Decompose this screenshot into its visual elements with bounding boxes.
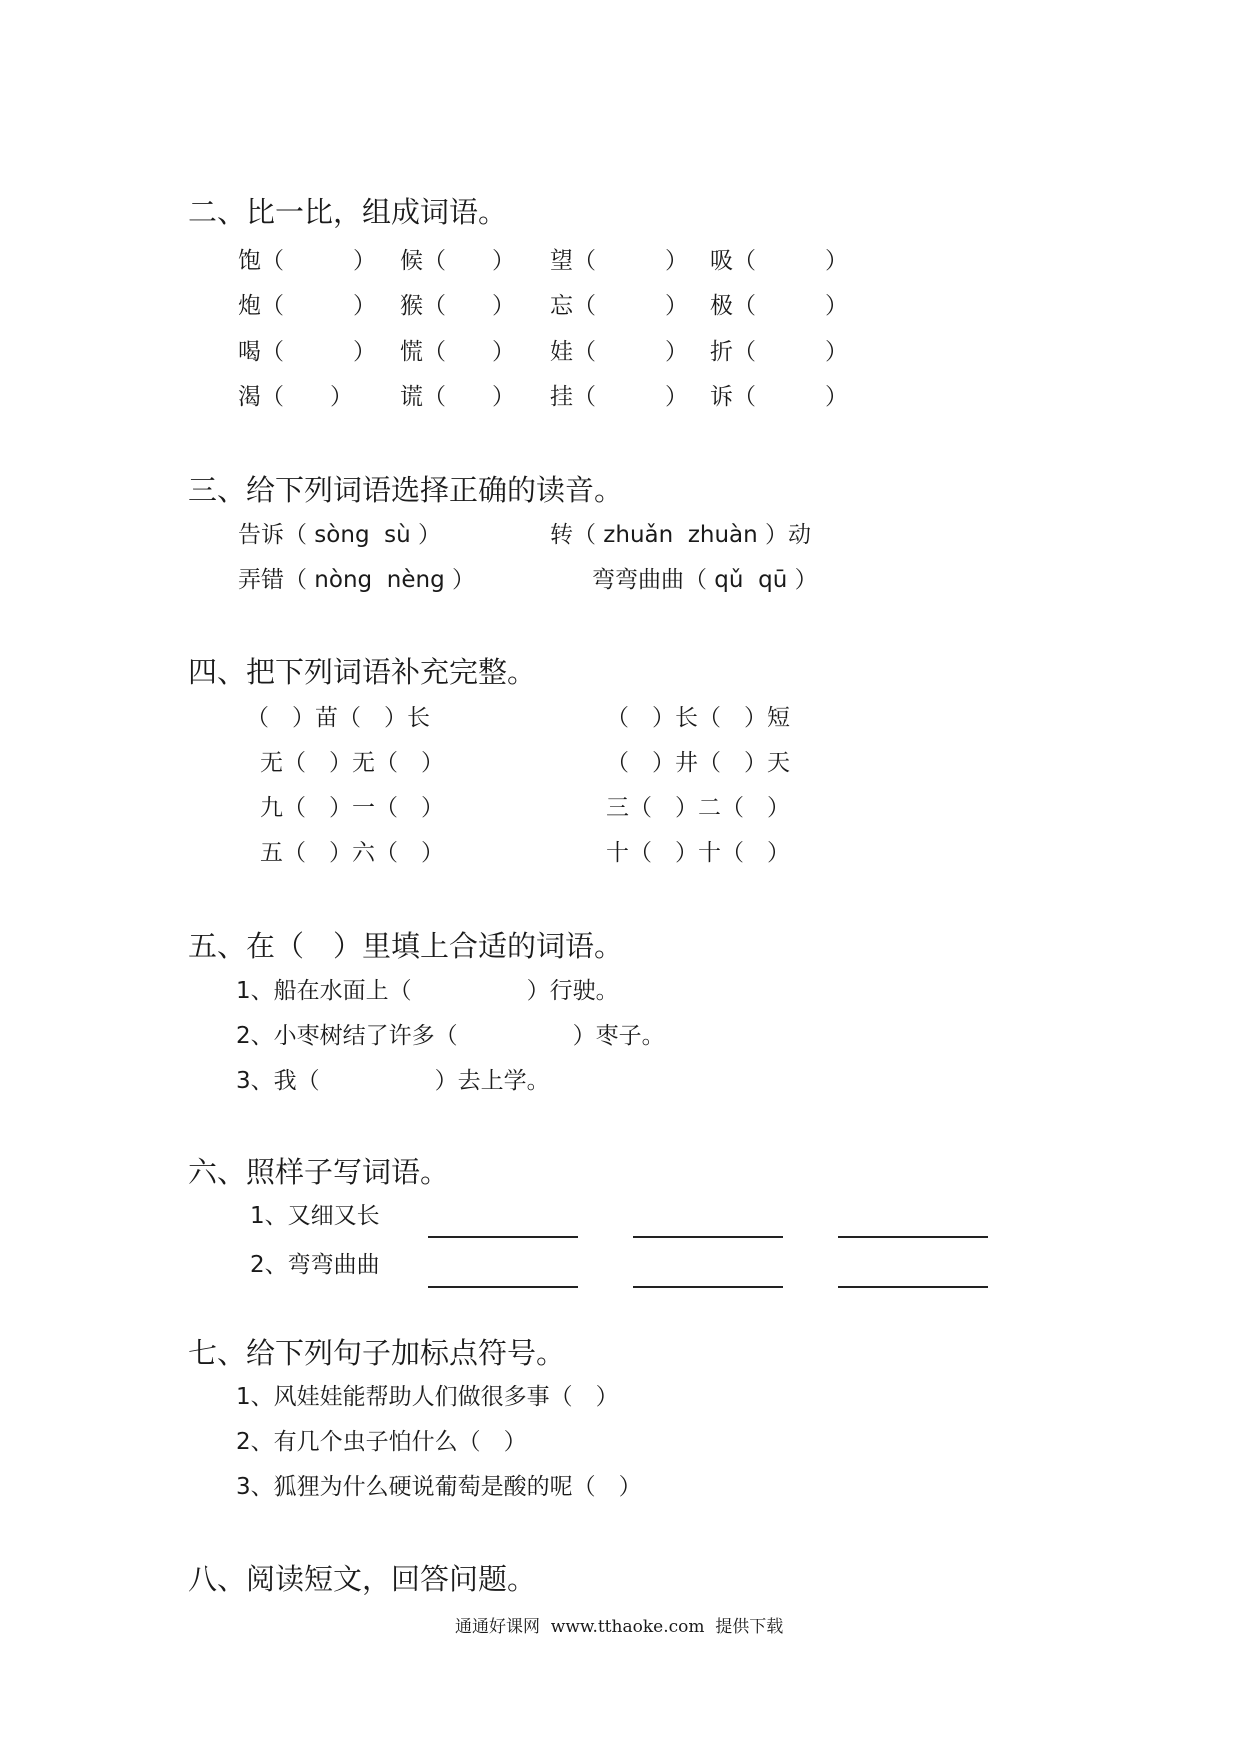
word-item: 喝（ ） xyxy=(238,339,376,365)
fill-sentence: 3、我（ ）去上学。 xyxy=(236,1068,550,1094)
idiom-item: 三（ ）二（ ） xyxy=(606,795,790,821)
section-2-title: 二、比一比，组成词语。 xyxy=(188,195,508,229)
section-6-title: 六、照样子写词语。 xyxy=(188,1155,450,1189)
word-item: 折（ ） xyxy=(710,339,848,365)
word-item: 极（ ） xyxy=(710,293,848,319)
section-3-title: 三、给下列词语选择正确的读音。 xyxy=(188,473,624,507)
section-5-title: 五、在（ ）里填上合适的词语。 xyxy=(188,929,624,963)
word-item: 挂（ ） xyxy=(550,384,688,410)
punctuation-sentence: 2、有几个虫子怕什么（ ） xyxy=(236,1429,527,1455)
word-item: 忘（ ） xyxy=(550,293,688,319)
section-4-title: 四、把下列词语补充完整。 xyxy=(188,655,537,689)
punctuation-sentence: 1、风娃娃能帮助人们做很多事（ ） xyxy=(236,1384,619,1410)
idiom-item: 无（ ）无（ ） xyxy=(260,750,444,776)
word-item: 望（ ） xyxy=(550,248,688,274)
fill-sentence: 2、小枣树结了许多（ ）枣子。 xyxy=(236,1023,665,1049)
answer-line[interactable] xyxy=(633,1236,783,1238)
word-item: 候（ ） xyxy=(400,248,515,274)
example-word: 2、弯弯曲曲 xyxy=(250,1252,380,1278)
answer-line[interactable] xyxy=(838,1236,988,1238)
fill-sentence: 1、船在水面上（ ）行驶。 xyxy=(236,978,619,1004)
idiom-item: 九（ ）一（ ） xyxy=(260,795,444,821)
section-7-title: 七、给下列句子加标点符号。 xyxy=(188,1336,566,1370)
pinyin-item: 告诉（ sòng sù ） xyxy=(238,522,442,548)
idiom-item: 五（ ）六（ ） xyxy=(260,840,444,866)
answer-line[interactable] xyxy=(428,1236,578,1238)
word-item: 娃（ ） xyxy=(550,339,688,365)
idiom-item: （ ）井（ ）天 xyxy=(606,750,790,776)
answer-line[interactable] xyxy=(633,1286,783,1288)
idiom-item: 十（ ）十（ ） xyxy=(606,840,790,866)
pinyin-item: 转（ zhuǎn zhuàn ）动 xyxy=(550,522,812,548)
pinyin-item: 弯弯曲曲（ qǔ qū ） xyxy=(592,567,818,593)
idiom-item: （ ）苗（ ）长 xyxy=(246,705,430,731)
example-word: 1、又细又长 xyxy=(250,1203,380,1229)
answer-line[interactable] xyxy=(428,1286,578,1288)
footer-text: 通通好课网 www.tthaoke.com 提供下载 xyxy=(455,1617,784,1637)
section-8-title: 八、阅读短文，回答问题。 xyxy=(188,1562,537,1596)
word-item: 慌（ ） xyxy=(400,339,515,365)
punctuation-sentence: 3、狐狸为什么硬说葡萄是酸的呢（ ） xyxy=(236,1474,642,1500)
pinyin-item: 弄错（ nòng nèng ） xyxy=(238,567,475,593)
word-item: 谎（ ） xyxy=(400,384,515,410)
word-item: 猴（ ） xyxy=(400,293,515,319)
word-item: 诉（ ） xyxy=(710,384,848,410)
word-item: 饱（ ） xyxy=(238,248,376,274)
idiom-item: （ ）长（ ）短 xyxy=(606,705,790,731)
word-item: 吸（ ） xyxy=(710,248,848,274)
answer-line[interactable] xyxy=(838,1286,988,1288)
word-item: 渴（ ） xyxy=(238,384,353,410)
word-item: 炮（ ） xyxy=(238,293,376,319)
